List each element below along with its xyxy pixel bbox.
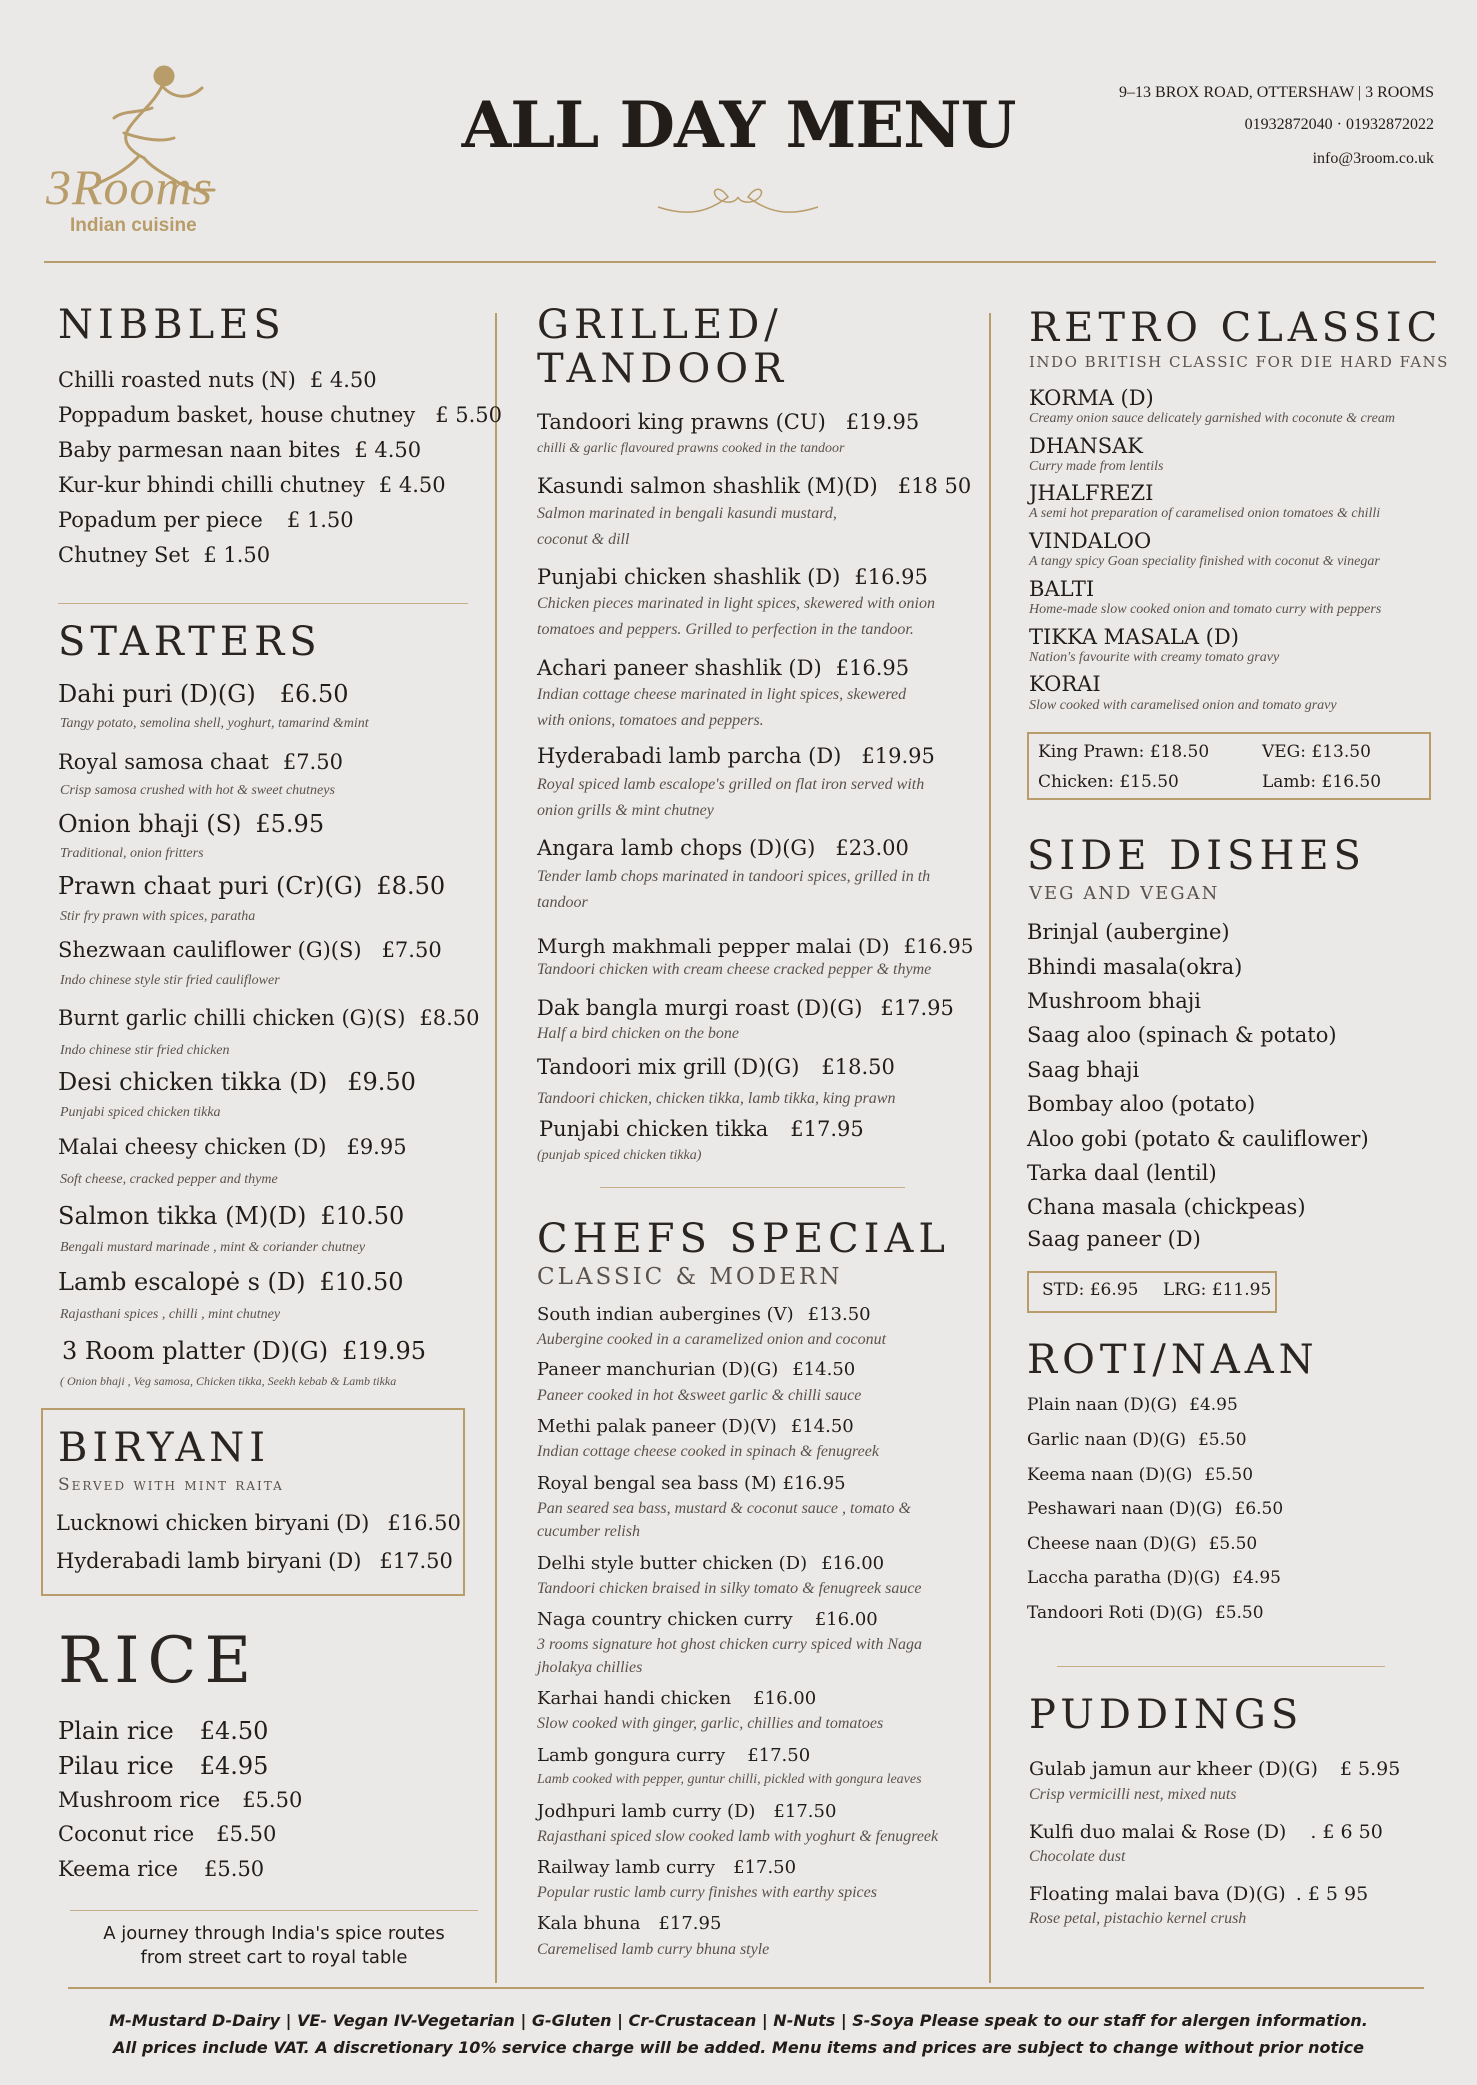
menu-item: Plain rice £4.50 [58, 1717, 269, 1745]
retro-item: TIKKA MASALA (D) [1029, 625, 1239, 649]
menu-item: South indian aubergines (V) £13.50 [537, 1304, 871, 1325]
menu-item-description: Creamy onion sauce delicately garnished with coconute & cream [1029, 411, 1395, 426]
rice-heading: RICE [58, 1624, 260, 1698]
menu-item: Laccha paratha (D)(G) £4.95 [1027, 1568, 1281, 1588]
menu-item: Cheese naan (D)(G) £5.50 [1027, 1534, 1258, 1554]
menu-item: Chilli roasted nuts (N) £ 4.50 [58, 368, 377, 392]
price-king-prawn: King Prawn: £18.50 [1038, 742, 1210, 762]
price-chicken: Chicken: £15.50 [1038, 772, 1179, 792]
side-dishes-heading: SIDE DISHES [1027, 833, 1366, 879]
column-divider-right [989, 313, 991, 1983]
menu-item-description: Tangy potato, semolina shell, yoghurt, tamarind &mint [60, 716, 369, 731]
side-item: Aloo gobi (potato & cauliflower) [1027, 1127, 1369, 1151]
menu-item: Desi chicken tikka (D) £9.50 [58, 1068, 416, 1096]
menu-item: Paneer manchurian (D)(G) £14.50 [537, 1359, 856, 1380]
menu-item-description: Popular rustic lamb curry finishes with earthy spices [537, 1884, 877, 1901]
biryani-heading: BIRYANI [58, 1425, 271, 1471]
menu-item: Tandoori king prawns (CU) £19.95 [537, 410, 920, 434]
menu-item: Floating malai bava (D)(G) . £ 5 95 [1029, 1883, 1369, 1905]
menu-item: Karhai handi chicken £16.00 [537, 1688, 817, 1709]
menu-item-description: Punjabi spiced chicken tikka [60, 1105, 221, 1120]
retro-item: VINDALOO [1029, 529, 1152, 553]
menu-item: Kasundi salmon shashlik (M)(D) £18 50 [537, 474, 972, 498]
menu-item-description: Chicken pieces marinated in light spices, skewered with onion [537, 595, 935, 612]
starters-heading: STARTERS [58, 619, 322, 665]
menu-item-description: Nation's favourite with creamy tomato gravy [1029, 650, 1280, 665]
menu-item: Popadum per piece £ 1.50 [58, 508, 354, 532]
menu-item: Shezwaan cauliflower (G)(S) £7.50 [58, 938, 442, 962]
page-title: ALL DAY MENU [461, 88, 1016, 163]
retro-item: DHANSAK [1029, 434, 1143, 458]
side-item: Bombay aloo (potato) [1027, 1092, 1256, 1116]
menu-item: Dahi puri (D)(G) £6.50 [58, 680, 349, 708]
journey-tagline: A journey through India's spice routes from street cart to royal table [103, 1923, 445, 1969]
menu-item-description: Slow cooked with caramelised onion and tomato gravy [1029, 698, 1337, 713]
chefs-special-heading: CHEFS SPECIAL [537, 1216, 950, 1262]
menu-item: Lamb escalopė s (D) £10.50 [58, 1268, 404, 1296]
menu-item-description: Chocolate dust [1029, 1848, 1126, 1865]
menu-item: 3 Room platter (D)(G) £19.95 [62, 1337, 427, 1365]
price-standard: STD: £6.95 [1042, 1280, 1139, 1300]
menu-item: Mushroom rice £5.50 [58, 1788, 303, 1812]
retro-item: KORAI [1029, 672, 1101, 696]
menu-item-description: onion grills & mint chutney [537, 802, 714, 819]
menu-item: Royal bengal sea bass (M) £16.95 [537, 1473, 846, 1494]
menu-item: Naga country chicken curry £16.00 [537, 1609, 878, 1630]
menu-item-description: Stir fry prawn with spices, paratha [60, 909, 256, 924]
side-item: Saag aloo (spinach & potato) [1027, 1023, 1337, 1047]
side-item: Mushroom bhaji [1027, 989, 1201, 1013]
menu-item-description: Home-made slow cooked onion and tomato curry with peppers [1029, 602, 1382, 617]
nibbles-heading: NIBBLES [58, 302, 286, 348]
menu-item: Dak bangla murgi roast (D)(G) £17.95 [537, 996, 954, 1020]
flourish-ornament-icon [648, 172, 828, 222]
menu-item-description: Tandoori chicken, chicken tikka, lamb tikka, king prawn [537, 1090, 896, 1107]
menu-item: Onion bhaji (S) £5.95 [58, 810, 325, 838]
menu-item-description: Indo chinese stir fried chicken [60, 1043, 230, 1058]
retro-item: BALTI [1029, 577, 1095, 601]
menu-item-description: Salmon marinated in bengali kasundi mustard, [537, 505, 837, 522]
email-link[interactable]: info@3room.co.uk [1312, 150, 1434, 167]
menu-item: Lucknowi chicken biryani (D) £16.50 [56, 1511, 461, 1535]
menu-item-description: Caremelised lamb curry bhuna style [537, 1941, 770, 1958]
menu-item-description: jholakya chillies [537, 1659, 643, 1676]
phone-text[interactable]: 01932872040 · 01932872022 [1244, 116, 1434, 133]
retro-classic-subtitle: INDO BRITISH CLASSIC FOR DIE HARD FANS [1029, 353, 1449, 371]
side-item: Saag paneer (D) [1027, 1227, 1201, 1251]
logo-wordmark: 3Rooms [46, 159, 214, 215]
retro-item: JHALFREZI [1029, 481, 1154, 505]
section-divider [600, 1187, 905, 1188]
section-divider [58, 603, 468, 604]
menu-item-description: Crisp samosa crushed with hot & sweet chutneys [60, 783, 335, 798]
menu-item: Pilau rice £4.95 [58, 1752, 269, 1780]
menu-item-description: ( Onion bhaji , Veg samosa, Chicken tikka, Seekh kebab & Lamb tikka [60, 1374, 397, 1388]
menu-item: Chutney Set £ 1.50 [58, 543, 271, 567]
menu-item-description: 3 rooms signature hot ghost chicken curry spiced with Naga [537, 1636, 922, 1653]
menu-item: Achari paneer shashlik (D) £16.95 [537, 656, 910, 680]
menu-item: Jodhpuri lamb curry (D) £17.50 [537, 1801, 837, 1822]
menu-item: Peshawari naan (D)(G) £6.50 [1027, 1499, 1284, 1519]
menu-item: Kala bhuna £17.95 [537, 1913, 722, 1934]
menu-item: Tandoori Roti (D)(G) £5.50 [1027, 1603, 1264, 1623]
menu-item: Burnt garlic chilli chicken (G)(S) £8.50 [58, 1006, 480, 1030]
side-item: Saag bhaji [1027, 1058, 1140, 1082]
menu-item: Prawn chaat puri (Cr)(G) £8.50 [58, 872, 446, 900]
puddings-heading: PUDDINGS [1029, 1692, 1304, 1738]
menu-item-description: Indian cottage cheese cooked in spinach & fenugreek [537, 1443, 879, 1460]
menu-item-description: Aubergine cooked in a caramelized onion and coconut [537, 1331, 887, 1348]
menu-item: Delhi style butter chicken (D) £16.00 [537, 1553, 885, 1574]
logo-tagline: Indian cuisine [70, 215, 197, 236]
menu-item: Kur-kur bhindi chilli chutney £ 4.50 [58, 473, 446, 497]
menu-item: Punjabi chicken shashlik (D) £16.95 [537, 565, 928, 589]
menu-item: Keema rice £5.50 [58, 1857, 265, 1881]
menu-item-description: cucumber relish [537, 1523, 640, 1540]
menu-item-description: Crisp vermicilli nest, mixed nuts [1029, 1786, 1237, 1803]
menu-item-description: Indo chinese style stir fried cauliflower [60, 973, 280, 988]
menu-item-description: Traditional, onion fritters [60, 846, 204, 861]
header-divider [44, 261, 1436, 263]
menu-item: Hyderabadi lamb parcha (D) £19.95 [537, 744, 935, 768]
retro-item: KORMA (D) [1029, 386, 1154, 410]
menu-item-description: (punjab spiced chicken tikka) [537, 1148, 702, 1163]
menu-item: Railway lamb curry £17.50 [537, 1857, 797, 1878]
chefs-special-subtitle: CLASSIC & MODERN [537, 1264, 843, 1290]
menu-item: Poppadum basket, house chutney £ 5.50 [58, 403, 503, 427]
menu-item-description: Rose petal, pistachio kernel crush [1029, 1910, 1247, 1927]
menu-item-description: with onions, tomatoes and peppers. [537, 712, 764, 729]
menu-item: Tandoori mix grill (D)(G) £18.50 [537, 1055, 895, 1079]
menu-item-description: Slow cooked with ginger, garlic, chillies and tomatoes [537, 1715, 884, 1732]
side-item: Tarka daal (lentil) [1027, 1161, 1217, 1185]
menu-item-description: Tender lamb chops marinated in tandoori spices, grilled in th [537, 868, 931, 885]
menu-item: Gulab jamun aur kheer (D)(G) £ 5.95 [1029, 1758, 1401, 1780]
roti-naan-heading: ROTI/NAAN [1027, 1337, 1319, 1383]
biryani-subtitle: Served with mint raita [58, 1475, 284, 1495]
menu-item-description: Rajasthani spiced slow cooked lamb with yoghurt & fenugreek [537, 1828, 939, 1845]
menu-item: Punjabi chicken tikka £17.95 [539, 1117, 864, 1141]
menu-item: Lamb gongura curry £17.50 [537, 1745, 811, 1766]
price-large: LRG: £11.95 [1163, 1280, 1272, 1300]
menu-item: Garlic naan (D)(G) £5.50 [1027, 1430, 1247, 1450]
menu-item-description: Tandoori chicken braised in silky tomato & fenugreek sauce [537, 1580, 922, 1597]
menu-item: Methi palak paneer (D)(V) £14.50 [537, 1416, 854, 1437]
price-veg: VEG: £13.50 [1262, 742, 1371, 762]
menu-item-description: Indian cottage cheese marinated in light spices, skewered [537, 686, 907, 703]
menu-item: Plain naan (D)(G) £4.95 [1027, 1395, 1238, 1415]
section-divider [70, 1910, 478, 1911]
address-text: 9–13 BROX ROAD, OTTERSHAW | 3 ROOMS [1119, 84, 1434, 101]
menu-item-description: A tangy spicy Goan speciality finished with coconut & vinegar [1029, 554, 1380, 569]
menu-item-description: Royal spiced lamb escalope's grilled on flat iron served with [537, 776, 925, 793]
retro-classic-heading: RETRO CLASSIC [1029, 305, 1443, 351]
menu-item-description: A semi hot preparation of caramelised onion tomatoes & chilli [1029, 506, 1381, 521]
vat-info: All prices include VAT. A discretionary 10% service charge will be added. Menu items and prices are subject to change without prior notice [113, 2038, 1364, 2057]
menu-item-description: Curry made from lentils [1029, 459, 1164, 474]
footer-divider [68, 1987, 1424, 1989]
menu-item-description: Bengali mustard marinade , mint & coriander chutney [60, 1240, 366, 1255]
menu-item-description: coconut & dill [537, 531, 630, 548]
allergen-info: M-Mustard D-Dairy | VE- Vegan IV-Vegetarian | G-Gluten | Cr-Crustacean | N-Nuts | S-Soya Please speak to our staff for alergen information. [109, 2011, 1368, 2030]
section-divider [1057, 1666, 1385, 1667]
price-lamb: Lamb: £16.50 [1262, 772, 1382, 792]
column-divider-left [495, 313, 497, 1983]
menu-item-description: chilli & garlic flavoured prawns cooked in the tandoor [537, 441, 845, 456]
menu-item-description: tandoor [537, 894, 588, 911]
menu-item: Hyderabadi lamb biryani (D) £17.50 [56, 1549, 453, 1573]
menu-item: Angara lamb chops (D)(G) £23.00 [537, 836, 909, 860]
menu-item: Salmon tikka (M)(D) £10.50 [58, 1202, 405, 1230]
side-item: Chana masala (chickpeas) [1027, 1195, 1306, 1219]
side-dishes-subtitle: VEG AND VEGAN [1029, 883, 1220, 904]
menu-item-description: Pan seared sea bass, mustard & coconut sauce , tomato & [537, 1500, 911, 1517]
menu-item-description: Lamb cooked with pepper, guntur chilli, pickled with gongura leaves [537, 1772, 922, 1787]
menu-item: Coconut rice £5.50 [58, 1822, 277, 1846]
menu-item-description: Half a bird chicken on the bone [537, 1025, 740, 1042]
menu-item: Keema naan (D)(G) £5.50 [1027, 1465, 1254, 1485]
side-item: Bhindi masala(okra) [1027, 955, 1243, 979]
grilled-heading: GRILLED/ TANDOOR [537, 302, 789, 392]
menu-item-description: Soft cheese, cracked pepper and thyme [60, 1172, 278, 1187]
menu-item-description: Paneer cooked in hot &sweet garlic & chilli sauce [537, 1387, 862, 1404]
menu-item-description: Rajasthani spices , chilli , mint chutney [60, 1307, 281, 1322]
menu-item: Royal samosa chaat £7.50 [58, 750, 343, 774]
menu-item: Malai cheesy chicken (D) £9.95 [58, 1135, 407, 1159]
menu-item: Kulfi duo malai & Rose (D) . £ 6 50 [1029, 1821, 1383, 1843]
menu-item: Murgh makhmali pepper malai (D) £16.95 [537, 934, 974, 958]
side-item: Brinjal (aubergine) [1027, 920, 1230, 944]
menu-item: Baby parmesan naan bites £ 4.50 [58, 438, 422, 462]
menu-item-description: tomatoes and peppers. Grilled to perfection in the tandoor. [537, 621, 914, 638]
menu-item-description: Tandoori chicken with cream cheese cracked pepper & thyme [537, 961, 932, 978]
